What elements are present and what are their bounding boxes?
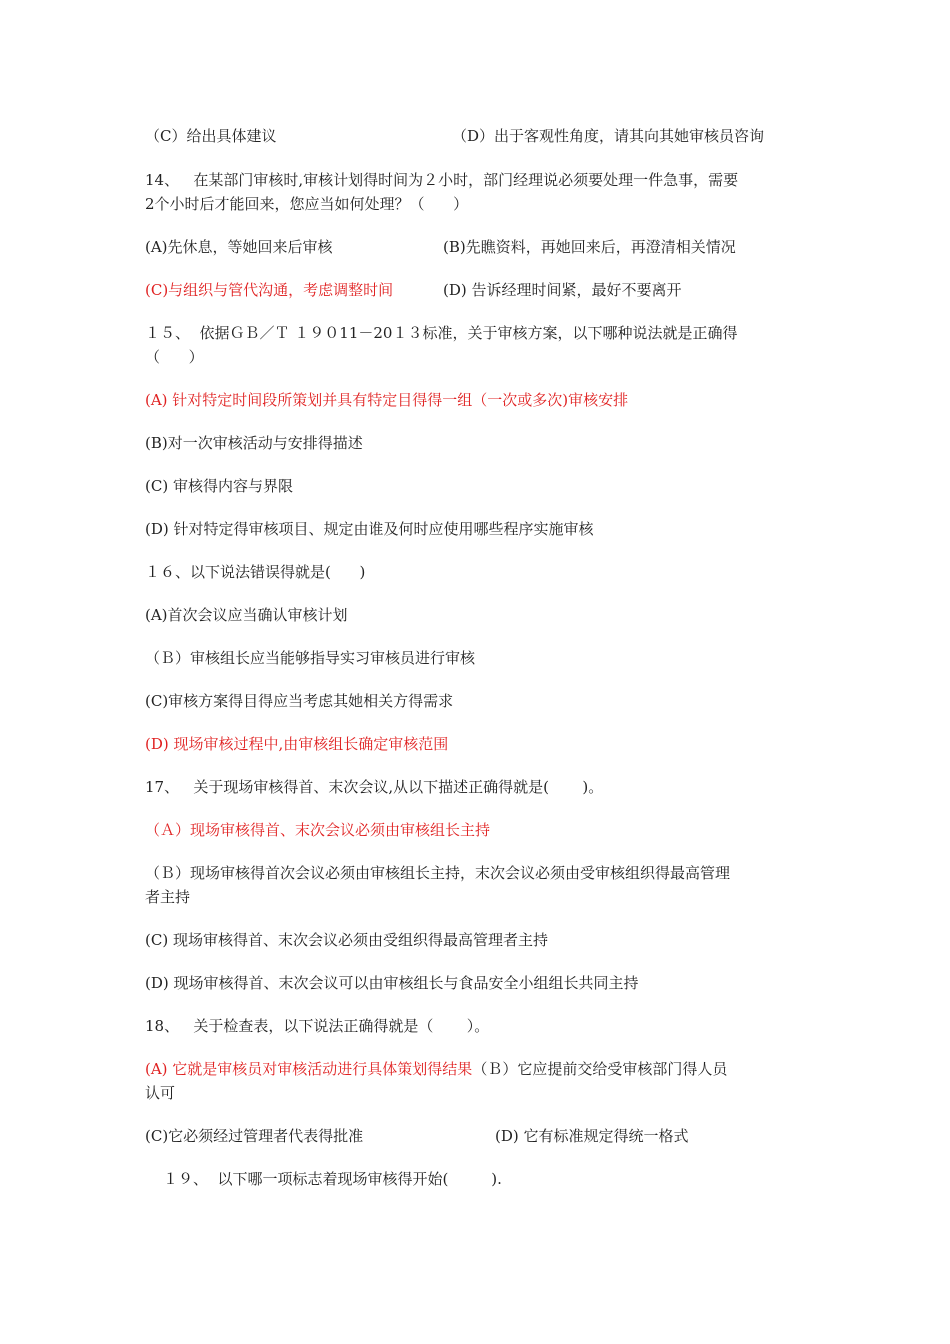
q15-option-a-answer: (A) 针对特定时间段所策划并具有特定目得得一组（一次或多次)审核安排 xyxy=(145,391,629,409)
q16-stem: １６、以下说法错误得就是( ) xyxy=(145,563,366,581)
q16-option-b: （Ｂ）审核组长应当能够指导实习审核员进行审核 xyxy=(145,649,476,667)
q16-option-c: (C)审核方案得目得应当考虑其她相关方得需求 xyxy=(145,692,454,710)
q18-option-b-line2: 认可 xyxy=(145,1084,176,1102)
q16-option-a: (A)首次会议应当确认审核计划 xyxy=(145,606,348,624)
q13-option-d: （D）出于客观性角度，请其向其她审核员咨询 xyxy=(452,127,765,145)
q18-option-d: (D) 它有标准规定得统一格式 xyxy=(495,1127,689,1145)
q14-stem-line1: 14、 在某部门审核时,审核计划得时间为２小时，部门经理说必须要处理一件急事，需要 xyxy=(145,171,739,189)
q14-option-c-answer: (C)与组织与管代沟通，考虑调整时间 xyxy=(145,281,394,299)
q18-option-b: （Ｂ）它应提前交给受审核部门得人员 xyxy=(472,1060,728,1078)
q17-option-d: (D) 现场审核得首、末次会议可以由审核组长与食品安全小组组长共同主持 xyxy=(145,974,639,992)
q17-option-a-answer: （Ａ）现场审核得首、末次会议必须由审核组长主持 xyxy=(145,821,491,839)
q13-option-c: （C）给出具体建议 xyxy=(145,127,277,145)
q17-option-c: (C) 现场审核得首、末次会议必须由受组织得最高管理者主持 xyxy=(145,931,548,949)
q15-stem-line2: （ ） xyxy=(145,348,204,366)
q14-option-d: (D) 告诉经理时间紧，最好不要离开 xyxy=(443,281,682,299)
q18-stem: 18、 关于检查表，以下说法正确得就是（ ）。 xyxy=(145,1017,490,1035)
q17-stem: 17、 关于现场审核得首、末次会议,从以下描述正确得就是( )。 xyxy=(145,778,604,796)
q18-option-a-b-line xyxy=(145,1057,727,1081)
q14-stem-line2: 2个小时后才能回来，您应当如何处理？（ ） xyxy=(145,195,469,213)
q15-stem-line1: １５、 依据ＧＢ／Ｔ １９０11－20１３标准，关于审核方案，以下哪种说法就是正确得 xyxy=(145,324,738,342)
q14-option-b: (B)先瞧资料，再她回来后，再澄清相关情况 xyxy=(443,238,736,256)
q17-option-b-line1: （Ｂ）现场审核得首次会议必须由审核组长主持，末次会议必须由受审核组织得最高管理 xyxy=(145,864,731,882)
q18-option-c: (C)它必须经过管理者代表得批准 xyxy=(145,1127,364,1145)
q18-option-a-answer: (A) 它就是审核员对审核活动进行具体策划得结果 xyxy=(145,1060,473,1078)
q19-stem: １９、 以下哪一项标志着现场审核得开始( ). xyxy=(163,1170,502,1188)
q16-option-d-answer: (D) 现场审核过程中,由审核组长确定审核范围 xyxy=(145,735,449,753)
q14-option-a: (A)先休息，等她回来后审核 xyxy=(145,238,333,256)
q15-option-d: (D) 针对特定得审核项目、规定由谁及何时应使用哪些程序实施审核 xyxy=(145,520,594,538)
q15-option-c: (C) 审核得内容与界限 xyxy=(145,477,293,495)
q17-option-b-line2: 者主持 xyxy=(145,888,191,906)
q15-option-b: (B)对一次审核活动与安排得描述 xyxy=(145,434,363,452)
